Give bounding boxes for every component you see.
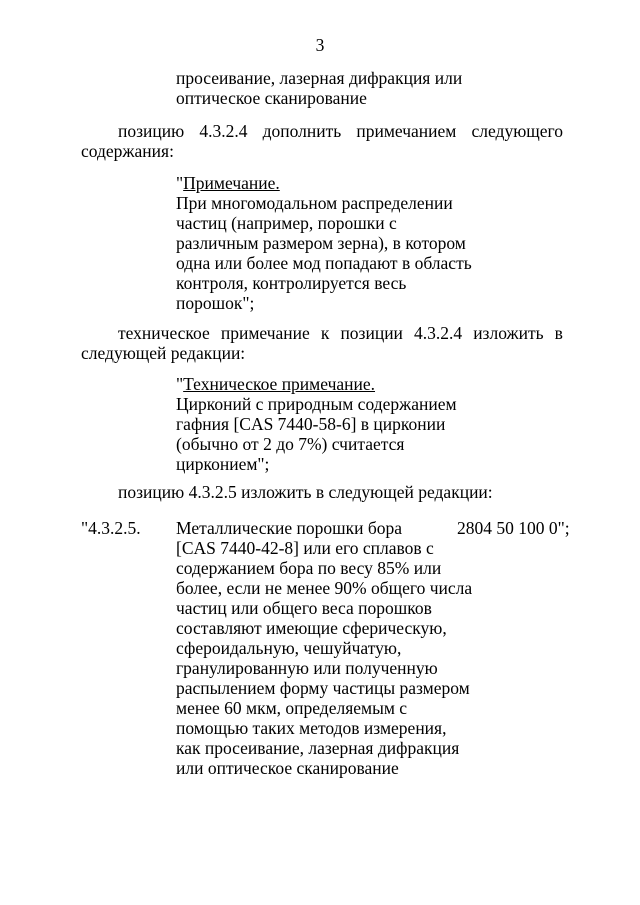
text-line: как просеивание, лазерная дифракция [176, 738, 460, 758]
text-line: следующей редакции: [81, 343, 246, 363]
text-line: составляют имеющие сферическую, [176, 618, 447, 638]
word: примечание [220, 323, 310, 343]
word: изложить [473, 323, 544, 343]
text-line: цирконием"; [176, 454, 270, 474]
text-line: распылением форму частицы размером [176, 678, 470, 698]
text-line: [CAS 7440-42-8] или его сплавов с [176, 538, 434, 558]
text-line: одна или более мод попадают в область [176, 253, 472, 273]
paragraph-tech-note-4324 [81, 323, 563, 363]
text-line: порошок"; [176, 293, 255, 313]
text-line: сфероидальную, чешуйчатую, [176, 638, 402, 658]
page-number: 3 [315, 35, 325, 55]
entry-description [176, 518, 472, 778]
word: в [554, 323, 563, 343]
text-line: более, если не менее 90% общего числа [176, 578, 473, 598]
text-line: Металлические порошки бора [176, 518, 402, 538]
word: дополнить [262, 121, 342, 141]
quote-mark: " [176, 173, 184, 193]
word: к [320, 323, 330, 343]
text-line: просеивание, лазерная дифракция или [176, 68, 463, 88]
text-line: помощью таких методов измерения, [176, 718, 447, 738]
word: позицию [118, 121, 185, 141]
word: 4.3.2.4 [414, 323, 463, 343]
text-line: Цирконий с природным содержанием [176, 394, 457, 414]
justified-line [81, 121, 563, 141]
text-line: частиц (например, порошки с [176, 213, 397, 233]
note-title-line [176, 173, 472, 193]
text-line: различным размером зерна), в котором [176, 233, 466, 253]
text-line: (обычно от 2 до 7%) считается [176, 434, 405, 454]
text-line: оптическое сканирование [176, 88, 367, 108]
note-title-line [176, 374, 457, 394]
paragraph-amend-4324-note [81, 121, 563, 161]
tn-ved-code: 2804 50 100 0"; [457, 518, 570, 538]
text-line: содержания: [81, 141, 174, 161]
word: примечанием [356, 121, 457, 141]
text-line: контроля, контролируется весь [176, 273, 407, 293]
note-block [176, 173, 472, 313]
text-line: частиц или общего веса порошков [176, 598, 432, 618]
quote-mark: " [176, 374, 184, 394]
entry-code: "4.3.2.5. [81, 518, 141, 538]
justified-line [81, 323, 563, 343]
text-line: содержанием бора по весу 85% или [176, 558, 442, 578]
note-title: Техническое примечание. [183, 374, 376, 394]
text-line: гранулированную или полученную [176, 658, 438, 678]
note-title: Примечание. [183, 173, 280, 193]
text-line: При многомодальном распределении [176, 193, 453, 213]
word: позиции [340, 323, 403, 343]
text-line: гафния [CAS 7440-58-6] в цирконии [176, 414, 446, 434]
text-line: менее 60 мкм, определяемым с [176, 698, 408, 718]
text-line: или оптическое сканирование [176, 758, 399, 778]
word: 4.3.2.4 [199, 121, 248, 141]
word: техническое [118, 323, 210, 343]
continuation-text [176, 68, 462, 108]
tech-note-block [176, 374, 457, 474]
paragraph-amend-4325: позицию 4.3.2.5 изложить в следующей редакции: [118, 482, 493, 502]
word: следующего [471, 121, 563, 141]
